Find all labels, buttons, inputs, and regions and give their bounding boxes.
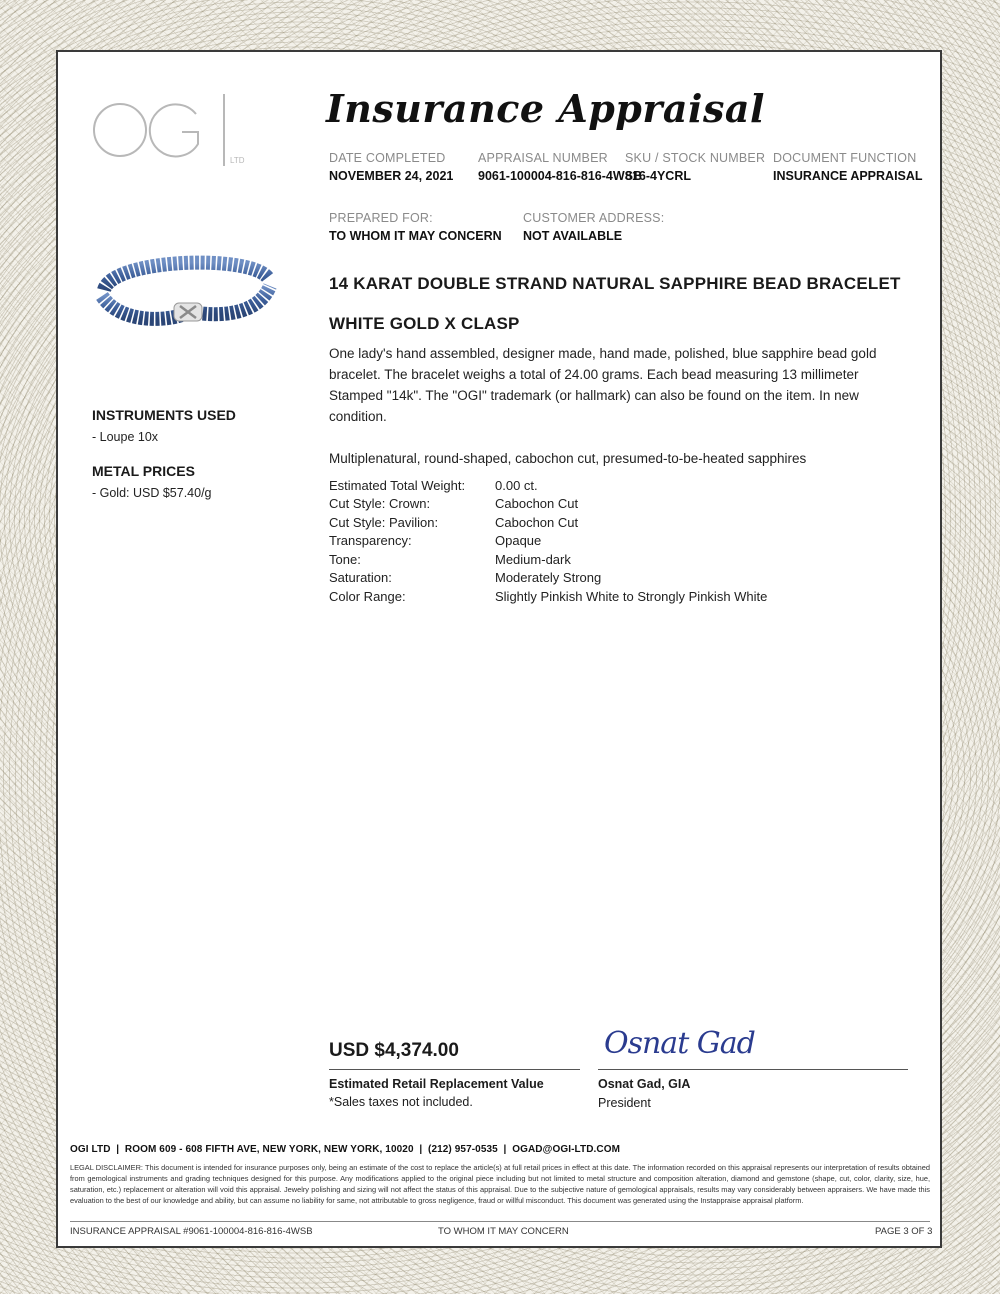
spec-value: Cabochon Cut — [495, 496, 579, 511]
spec-key: Saturation: — [329, 570, 392, 585]
spec-value: Opaque — [495, 533, 542, 548]
date-completed-value: NOVEMBER 24, 2021 — [329, 169, 454, 183]
footer-recipient: TO WHOM IT MAY CONCERN — [438, 1226, 569, 1237]
spec-key: Estimated Total Weight: — [329, 478, 466, 493]
product-image — [92, 218, 278, 368]
signer-role: President — [598, 1096, 651, 1110]
spec-key: Transparency: — [329, 533, 412, 548]
item-title-line2: WHITE GOLD X CLASP — [329, 314, 520, 333]
spec-value: Cabochon Cut — [495, 515, 579, 530]
appraisal-number-label: APPRAISAL NUMBER — [478, 151, 608, 165]
spec-key: Tone: — [329, 552, 361, 567]
prepared-for-value: TO WHOM IT MAY CONCERN — [329, 229, 502, 243]
footer-page-number: PAGE 3 OF 3 — [875, 1226, 933, 1237]
spec-key: Cut Style: Crown: — [329, 496, 431, 511]
metal-prices-item: - Gold: USD $57.40/g — [92, 486, 212, 500]
sku-value: 816-4YCRL — [625, 169, 691, 183]
item-description: One lady's hand assembled, designer made, hand made, polished, blue sapphire bead gold bracelet. The bracelet weighs a total of 24.00 grams. Each bead measuring 13 millimeter Stamped "14k". The "OGI" trademark (or hallmark) can also be found on the item. In new condition. — [329, 346, 877, 424]
document-function-value: INSURANCE APPRAISAL — [773, 169, 923, 183]
spec-value: Medium-dark — [495, 552, 571, 567]
logo-suffix: LTD — [230, 156, 245, 165]
prepared-for-label: PREPARED FOR: — [329, 211, 433, 225]
company-logo — [92, 92, 252, 176]
item-title-line1: 14 KARAT DOUBLE STRAND NATURAL SAPPHIRE BEAD BRACELET — [329, 274, 901, 293]
signer-name: Osnat Gad, GIA — [598, 1077, 691, 1091]
spec-key: Color Range: — [329, 589, 406, 604]
footer-appraisal-id: INSURANCE APPRAISAL #9061-100004-816-816-4WSB — [70, 1226, 313, 1237]
footer-rule — [70, 1221, 930, 1222]
valuation-amount: USD $4,374.00 — [329, 1040, 459, 1061]
sku-label: SKU / STOCK NUMBER — [625, 151, 766, 165]
valuation-rule — [329, 1069, 580, 1070]
spec-key: Cut Style: Pavilion: — [329, 515, 439, 530]
document-function-label: DOCUMENT FUNCTION — [773, 151, 917, 165]
valuation-label: Estimated Retail Replacement Value — [329, 1077, 544, 1091]
legal-disclaimer: LEGAL DISCLAIMER: This document is intended for insurance purposes only, being an estimate of the cost to replace the article(s) at full retail prices in effect at this date. The information recorded on this appraisal represents our interpretation of results obtained from gemological instruments and grading techniques designed for this purpose. Any modifications applied to the original piece including but not limited to metal structure and composition alteration, diamond and gemstone (shape, cut, color, clarity, size, hue, saturation, etc.) replacement or alteration will void this appraisal. Jewelry polishing and sizing will not affect the status of this appraisal. Due to the subjective nature of gemological appraisals, results may vary considerably between appraisers. We have made this evaluation to the best of our knowledge and ability, but can assume no liability for same, not attributable to gross negligence, fraud or willful misconduct. This document was generated using the Instappraise appraisal platform. — [70, 1163, 930, 1205]
signature-image: Osnat Gad — [604, 1026, 755, 1061]
spec-value: Slightly Pinkish White to Strongly Pinkish White — [495, 589, 768, 604]
instruments-item: - Loupe 10x — [92, 430, 159, 444]
spec-value: Moderately Strong — [495, 570, 602, 585]
customer-address-value: NOT AVAILABLE — [523, 229, 623, 243]
customer-address-label: CUSTOMER ADDRESS: — [523, 211, 665, 225]
company-address: OGI LTD | ROOM 609 - 608 FIFTH AVE, NEW YORK, NEW YORK, 10020 | (212) 957-0535 | OGAD@OGI-LTD.COM — [70, 1144, 621, 1155]
instruments-heading: INSTRUMENTS USED — [92, 407, 236, 423]
metal-prices-heading: METAL PRICES — [92, 463, 195, 479]
appraisal-number-value: 9061-100004-816-816-4WSB — [478, 169, 642, 183]
spec-value: 0.00 ct. — [495, 478, 538, 493]
valuation-note: *Sales taxes not included. — [329, 1095, 473, 1109]
document-title: Insurance Appraisal — [326, 86, 765, 131]
signature-rule — [598, 1069, 908, 1070]
date-completed-label: DATE COMPLETED — [329, 151, 446, 165]
gem-summary: Multiplenatural, round-shaped, cabochon cut, presumed-to-be-heated sapphires — [329, 451, 807, 466]
